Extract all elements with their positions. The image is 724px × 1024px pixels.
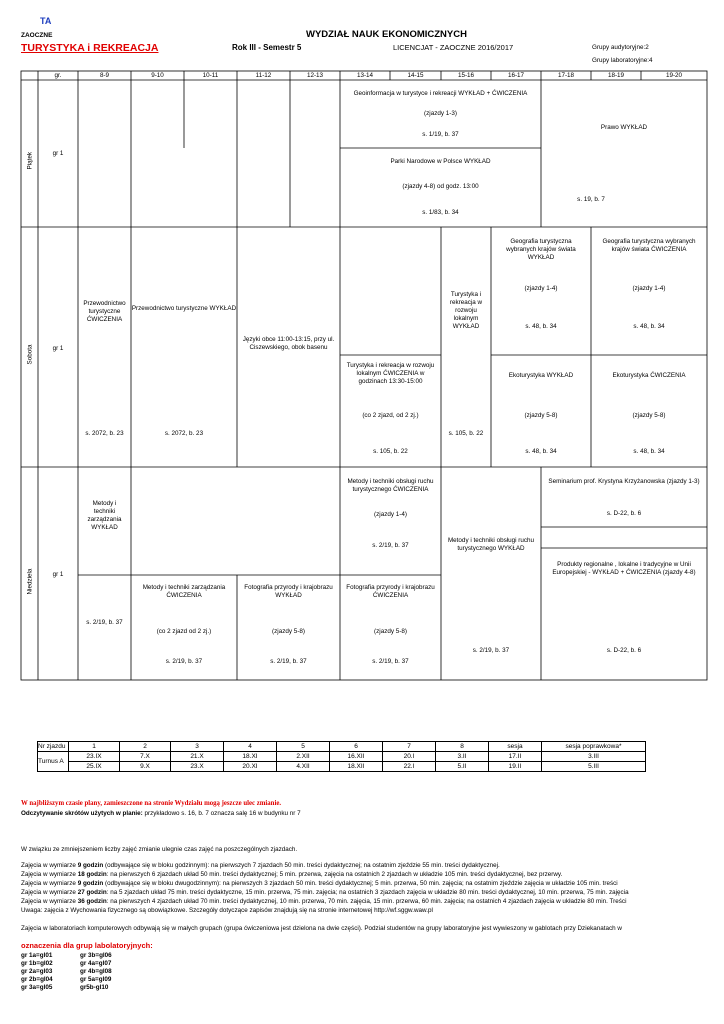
table-cell: 3.II <box>436 752 489 762</box>
table-cell: 20.XI <box>224 762 277 772</box>
metody-zarzadzania-wyk-room: s. 2/19, b. 37 <box>86 619 123 626</box>
schedule-change-note: W związku ze zmniejszeniem liczby zajęć zmianie ulegnie czas zajęć na poszczególnych zjazdach. <box>21 846 298 853</box>
day-sunday: Niedziela <box>26 568 34 595</box>
geoinformacja-room: s. 1/19, b. 37 <box>422 131 459 138</box>
ekoturystyka-cw-room: s. 48, b. 34 <box>633 448 665 455</box>
fotografia-wyk-room: s. 2/19, b. 37 <box>270 658 307 665</box>
col-header-12-13: 12-13 <box>306 72 324 79</box>
geografia-wyk-room: s. 48, b. 34 <box>525 323 557 330</box>
mode-label: ZAOCZNE <box>21 32 53 39</box>
group-label-sunday: gr 1 <box>52 571 64 578</box>
parki-room: s. 1/83, b. 34 <box>422 209 459 216</box>
list-item: gr 4a=gl07 <box>80 960 112 967</box>
metody-zarzadzania-wyk: Metody i techniki zarządzania WYKŁAD <box>87 500 122 531</box>
list-item: gr 1a=gl01 <box>21 952 53 959</box>
geoinformacja-zjazdy: (zjazdy 1-3) <box>424 110 457 117</box>
list-item: gr 1b=gl02 <box>21 960 53 967</box>
lab-groups-right <box>80 952 112 992</box>
table-cell: 4.XII <box>277 762 330 772</box>
produkty-regionalne-title: Produkty regionalne , lokalne i tradycyjne w Unii Europejskiej - WYKŁAD + ĆWICZENIA (zjazdy 4-8) <box>552 561 696 576</box>
metody-obslugi-wyk-room: s. 2/19, b. 37 <box>472 647 510 654</box>
metody-zarzadzania-cw-room: s. 2/19, b. 37 <box>165 658 203 665</box>
abbreviation-text: przykładowo s. 16, b. 7 oznacza salę 16 w budynku nr 7 <box>142 810 301 817</box>
table-row <box>38 762 646 772</box>
geografia-wyk: Geografia turystyczna wybranych krajów świata WYKŁAD <box>506 238 576 261</box>
turystyka-rozwoj-cw: Turystyka i rekreacja w rozwoju lokalnym ĆWICZENIA w godzinach 13:30-15:00 <box>346 362 435 385</box>
przewodnictwo-cw-room: s. 2072, b. 23 <box>85 430 124 437</box>
geografia-cw: Geografia turystyczna wybranych krajów świata ĆWICZENIA <box>602 238 696 253</box>
program-label: LICENCJAT - ZAOCZNE 2016/2017 <box>393 43 514 52</box>
table-cell: 7.X <box>120 752 171 762</box>
table-cell: 2 <box>120 742 171 752</box>
rule-text: Zajęcia w wymiarze <box>21 898 78 905</box>
major-title: TURYSTYKA i REKREACJA <box>21 42 159 54</box>
table-cell: 23.IX <box>69 752 120 762</box>
col-header-10-11: 10-11 <box>202 72 219 79</box>
rule-text: Zajęcia w wymiarze <box>21 871 78 878</box>
turystyka-rozwoj-cw-room: s. 105, b. 22 <box>373 448 408 455</box>
col-header-8-9: 8-9 <box>99 72 110 79</box>
ekoturystyka-wyk-zjazdy: (zjazdy 5-8) <box>524 412 558 419</box>
geografia-wyk-zjazdy: (zjazdy 1-4) <box>524 285 558 292</box>
list-item: gr 5a=gl09 <box>80 976 112 983</box>
table-cell: 19.II <box>489 762 542 772</box>
year-semester: Rok III - Semestr 5 <box>232 43 302 52</box>
table-row <box>38 742 646 752</box>
metody-obslugi-cw: Metody i techniki obsługi ruchu turystycznego ĆWICZENIA <box>347 478 434 493</box>
parki-zjazdy: (zjazdy 4-8) od godz. 13:00 <box>402 183 479 190</box>
geoinformacja-title: Geoinformacja w turystyce i rekreacji WYKŁAD + ĆWICZENIA <box>353 90 528 97</box>
hours-rule-4 <box>21 889 711 897</box>
sessions-table <box>37 741 646 772</box>
pe-note: Uwaga: zajęcia z Wychowania fizycznego są obowiązkowe. Szczegóły dotyczące zapisów znajdują się na stronie internetowej http://wf.sggw.waw.pl <box>21 907 433 914</box>
col-header-9-10: 9-10 <box>151 72 164 79</box>
col-header-11-12: 11-12 <box>255 72 272 79</box>
przewodnictwo-wyk: Przewodnictwo turystyczne WYKŁAD <box>131 305 237 312</box>
lab-groups-heading: oznaczenia dla grup labolatoryjnych: <box>21 941 153 950</box>
geografia-cw-zjazdy: (zjazdy 1-4) <box>632 285 666 292</box>
table-cell: 18.XI <box>224 752 277 762</box>
rule-text: Zajęcia w wymiarze <box>21 889 78 896</box>
col-header-19-20: 19-20 <box>665 72 683 79</box>
col-header-18-19: 18-19 <box>607 72 625 79</box>
list-item: gr 2b=gl04 <box>21 976 53 983</box>
table-cell: Nr zjazdu <box>38 742 69 752</box>
hours-rule-2 <box>21 871 711 879</box>
rule-hours: 9 godzin <box>77 880 104 887</box>
table-cell: 17.II <box>489 752 542 762</box>
col-header-gr: gr. <box>54 72 62 79</box>
rule-text: : na 5 zjazdach układ 75 min. treści dydaktyczne, 15 min. przerwa, 75 min. zajęcia; na ostatnich 3 zjazdach zajęcia w układzie 80 min. treści dydaktycznej, 10 min. przerwa, 75 min. zajęcia <box>106 889 629 896</box>
fotografia-cw-room: s. 2/19, b. 37 <box>372 658 409 665</box>
list-item: gr 2a=gl03 <box>21 968 53 975</box>
table-cell: 25.IX <box>69 762 120 772</box>
fotografia-wyk-zjazdy: (zjazdy 5-8) <box>272 628 305 635</box>
hours-rule-5 <box>21 898 711 906</box>
rule-text: (odbywające się w bloku godzinnym): na pierwszych 7 zjazdach 50 min. treści dydaktycznej; na ostatnim zjeździe 55 min. treści dydaktycznej. <box>103 862 500 869</box>
table-cell: sesja poprawkowa* <box>542 742 646 752</box>
list-item: gr 3b=gl06 <box>80 952 112 959</box>
abbreviation-heading: Odczytywanie skrótów użytych w planie: <box>21 810 143 817</box>
ekoturystyka-cw: Ekoturystyka ĆWICZENIA <box>612 372 686 379</box>
table-cell: 3.III <box>542 752 646 762</box>
table-cell: 2.XII <box>277 752 330 762</box>
day-friday: Piątek <box>26 151 34 170</box>
table-cell: 16.XII <box>330 752 383 762</box>
fotografia-wyk: Fotografia przyrody i krajobrazu WYKŁAD <box>244 584 333 599</box>
ekoturystyka-wyk: Ekoturystyka WYKŁAD <box>508 372 574 379</box>
turystyka-rozwoj-cw-zjazd: (co 2 zjazd, od 2 zj.) <box>362 412 419 419</box>
jezyki-obce: Języki obce 11:00-13:15, przy ul. Ciszewskiego, obok basenu <box>242 336 335 351</box>
geografia-cw-room: s. 48, b. 34 <box>633 323 665 330</box>
table-cell: 4 <box>224 742 277 752</box>
seminarium-room: s. D-22, b. 6 <box>606 510 642 517</box>
table-cell: 5.III <box>542 762 646 772</box>
lab-groups-left <box>21 952 53 992</box>
rule-text: : na pierwszych 6 zjazdach układ 50 min. treści dydaktycznej; 5 min. przerwa, zajęcia na ostatnich 2 zjazdach w układzie 105 min. treści dydaktycznej, bez przerwy. <box>106 871 563 878</box>
aud-groups: Grupy audytoryjne:2 <box>592 44 649 51</box>
list-item: gr5b-gl10 <box>80 984 109 991</box>
rule-text: Zajęcia w wymiarze <box>21 880 78 887</box>
table-cell: 21.X <box>171 752 224 762</box>
przewodnictwo-wyk-room: s. 2072, b. 23 <box>164 430 204 437</box>
abbreviation-note <box>21 810 301 817</box>
table-cell: 9.X <box>120 762 171 772</box>
department-title: WYDZIAŁ NAUK EKONOMICZNYCH <box>306 29 467 40</box>
metody-zarzadzania-cw: Metody i techniki zarządzania ĆWICZENIA <box>142 584 226 599</box>
table-cell: 8 <box>436 742 489 752</box>
rule-hours: 36 godzin <box>77 898 107 905</box>
col-header-15-16: 15-16 <box>457 72 475 79</box>
metody-obslugi-cw-zjazdy: (zjazdy 1-4) <box>374 511 407 518</box>
rule-text: Zajęcia w wymiarze <box>21 862 78 869</box>
table-row <box>38 752 646 762</box>
col-header-17-18: 17-18 <box>557 72 575 79</box>
group-label-saturday: gr 1 <box>52 345 64 352</box>
table-cell: 5 <box>277 742 330 752</box>
metody-obslugi-wyk: Metody i techniki obsługi ruchu turystycznego WYKŁAD <box>447 537 535 552</box>
table-cell: 7 <box>383 742 436 752</box>
seminarium-title: Seminarium prof. Krystyna Krzyżanowska (zjazdy 1-3) <box>548 478 700 485</box>
rule-hours: 9 godzin <box>77 862 104 869</box>
table-cell: sesja <box>489 742 542 752</box>
list-item: gr 3a=gl05 <box>21 984 53 991</box>
prawo-room: s. 19, b. 7 <box>577 196 605 203</box>
turystyka-rozwoj-wyk: Turystyka i rekreacja w rozwoju lokalnym WYKŁAD <box>449 291 483 330</box>
lab-note: Zajęcia w laboratoriach komputerowych odbywają się w małych grupach (grupa ćwiczeniowa jest dzielona na dwie części). Podział studentów na grupy laboratoryjne jest wywieszony w gablotach przy Dziekanatach w <box>21 925 622 932</box>
rule-text: (odbywające się w bloku dwugodzinnym): na pierwszych 3 zjazdach 50 min. treści dydaktycznej; 5 min. przerwa, 50 min. zajęcia; na ostatnim zjeździe zajęcia w układzie 105 min. treści <box>103 880 618 887</box>
prawo-title: Prawo WYKŁAD <box>600 124 648 131</box>
fotografia-cw-zjazdy: (zjazdy 5-8) <box>374 628 407 635</box>
produkty-regionalne-room: s. D-22, b. 6 <box>606 647 642 654</box>
rule-hours: 18 godzin <box>77 871 107 878</box>
hours-rule-3 <box>21 880 711 888</box>
table-cell: 6 <box>330 742 383 752</box>
table-cell: 18.XII <box>330 762 383 772</box>
group-label-friday: gr 1 <box>52 150 64 157</box>
hours-rule-1 <box>21 862 711 870</box>
parki-title: Parki Narodowe w Polsce WYKŁAD <box>390 158 491 165</box>
rule-hours: 27 godzin <box>77 889 107 896</box>
table-cell: 5.II <box>436 762 489 772</box>
day-saturday: Sobota <box>26 344 34 365</box>
col-header-13-14: 13-14 <box>356 72 374 79</box>
table-cell: Turnus A <box>38 752 69 772</box>
table-cell: 22.I <box>383 762 436 772</box>
table-cell: 23.X <box>171 762 224 772</box>
ekoturystyka-wyk-room: s. 48, b. 34 <box>525 448 557 455</box>
table-cell: 1 <box>69 742 120 752</box>
lab-groups: Grupy laboratoryjne:4 <box>592 57 653 64</box>
list-item: gr 4b=gl08 <box>80 968 112 975</box>
col-header-14-15: 14-15 <box>407 72 424 79</box>
metody-obslugi-cw-room: s. 2/19, b. 37 <box>372 542 409 549</box>
rule-text: : na pierwszych 4 zjazdach układ 70 min. treści dydaktycznej, 10 min. przerwa, 70 min. zajęcia, 15 min. przerwa, 60 min. zajęcia; na ostatnich 4 zjazdach zajęcia w układzie 80 min. Treści <box>106 898 627 905</box>
col-header-16-17: 16-17 <box>507 72 525 79</box>
tag-label: TA <box>40 16 52 26</box>
przewodnictwo-cw: Przewodnictwo turystyczne ĆWICZENIA <box>83 300 126 323</box>
table-cell: 20.I <box>383 752 436 762</box>
fotografia-cw: Fotografia przyrody i krajobrazu ĆWICZENIA <box>346 584 435 599</box>
metody-zarzadzania-cw-zjazd: (co 2 zjazd od 2 zj.) <box>156 628 212 635</box>
table-cell: 3 <box>171 742 224 752</box>
ekoturystyka-cw-zjazdy: (zjazdy 5-8) <box>632 412 666 419</box>
turystyka-rozwoj-wyk-room: s. 105, b. 22 <box>448 430 484 437</box>
change-notice: W najbliższym czasie plany, zamieszczone na stronie Wydziału mogą jeszcze ulec zmianie. <box>21 800 282 807</box>
